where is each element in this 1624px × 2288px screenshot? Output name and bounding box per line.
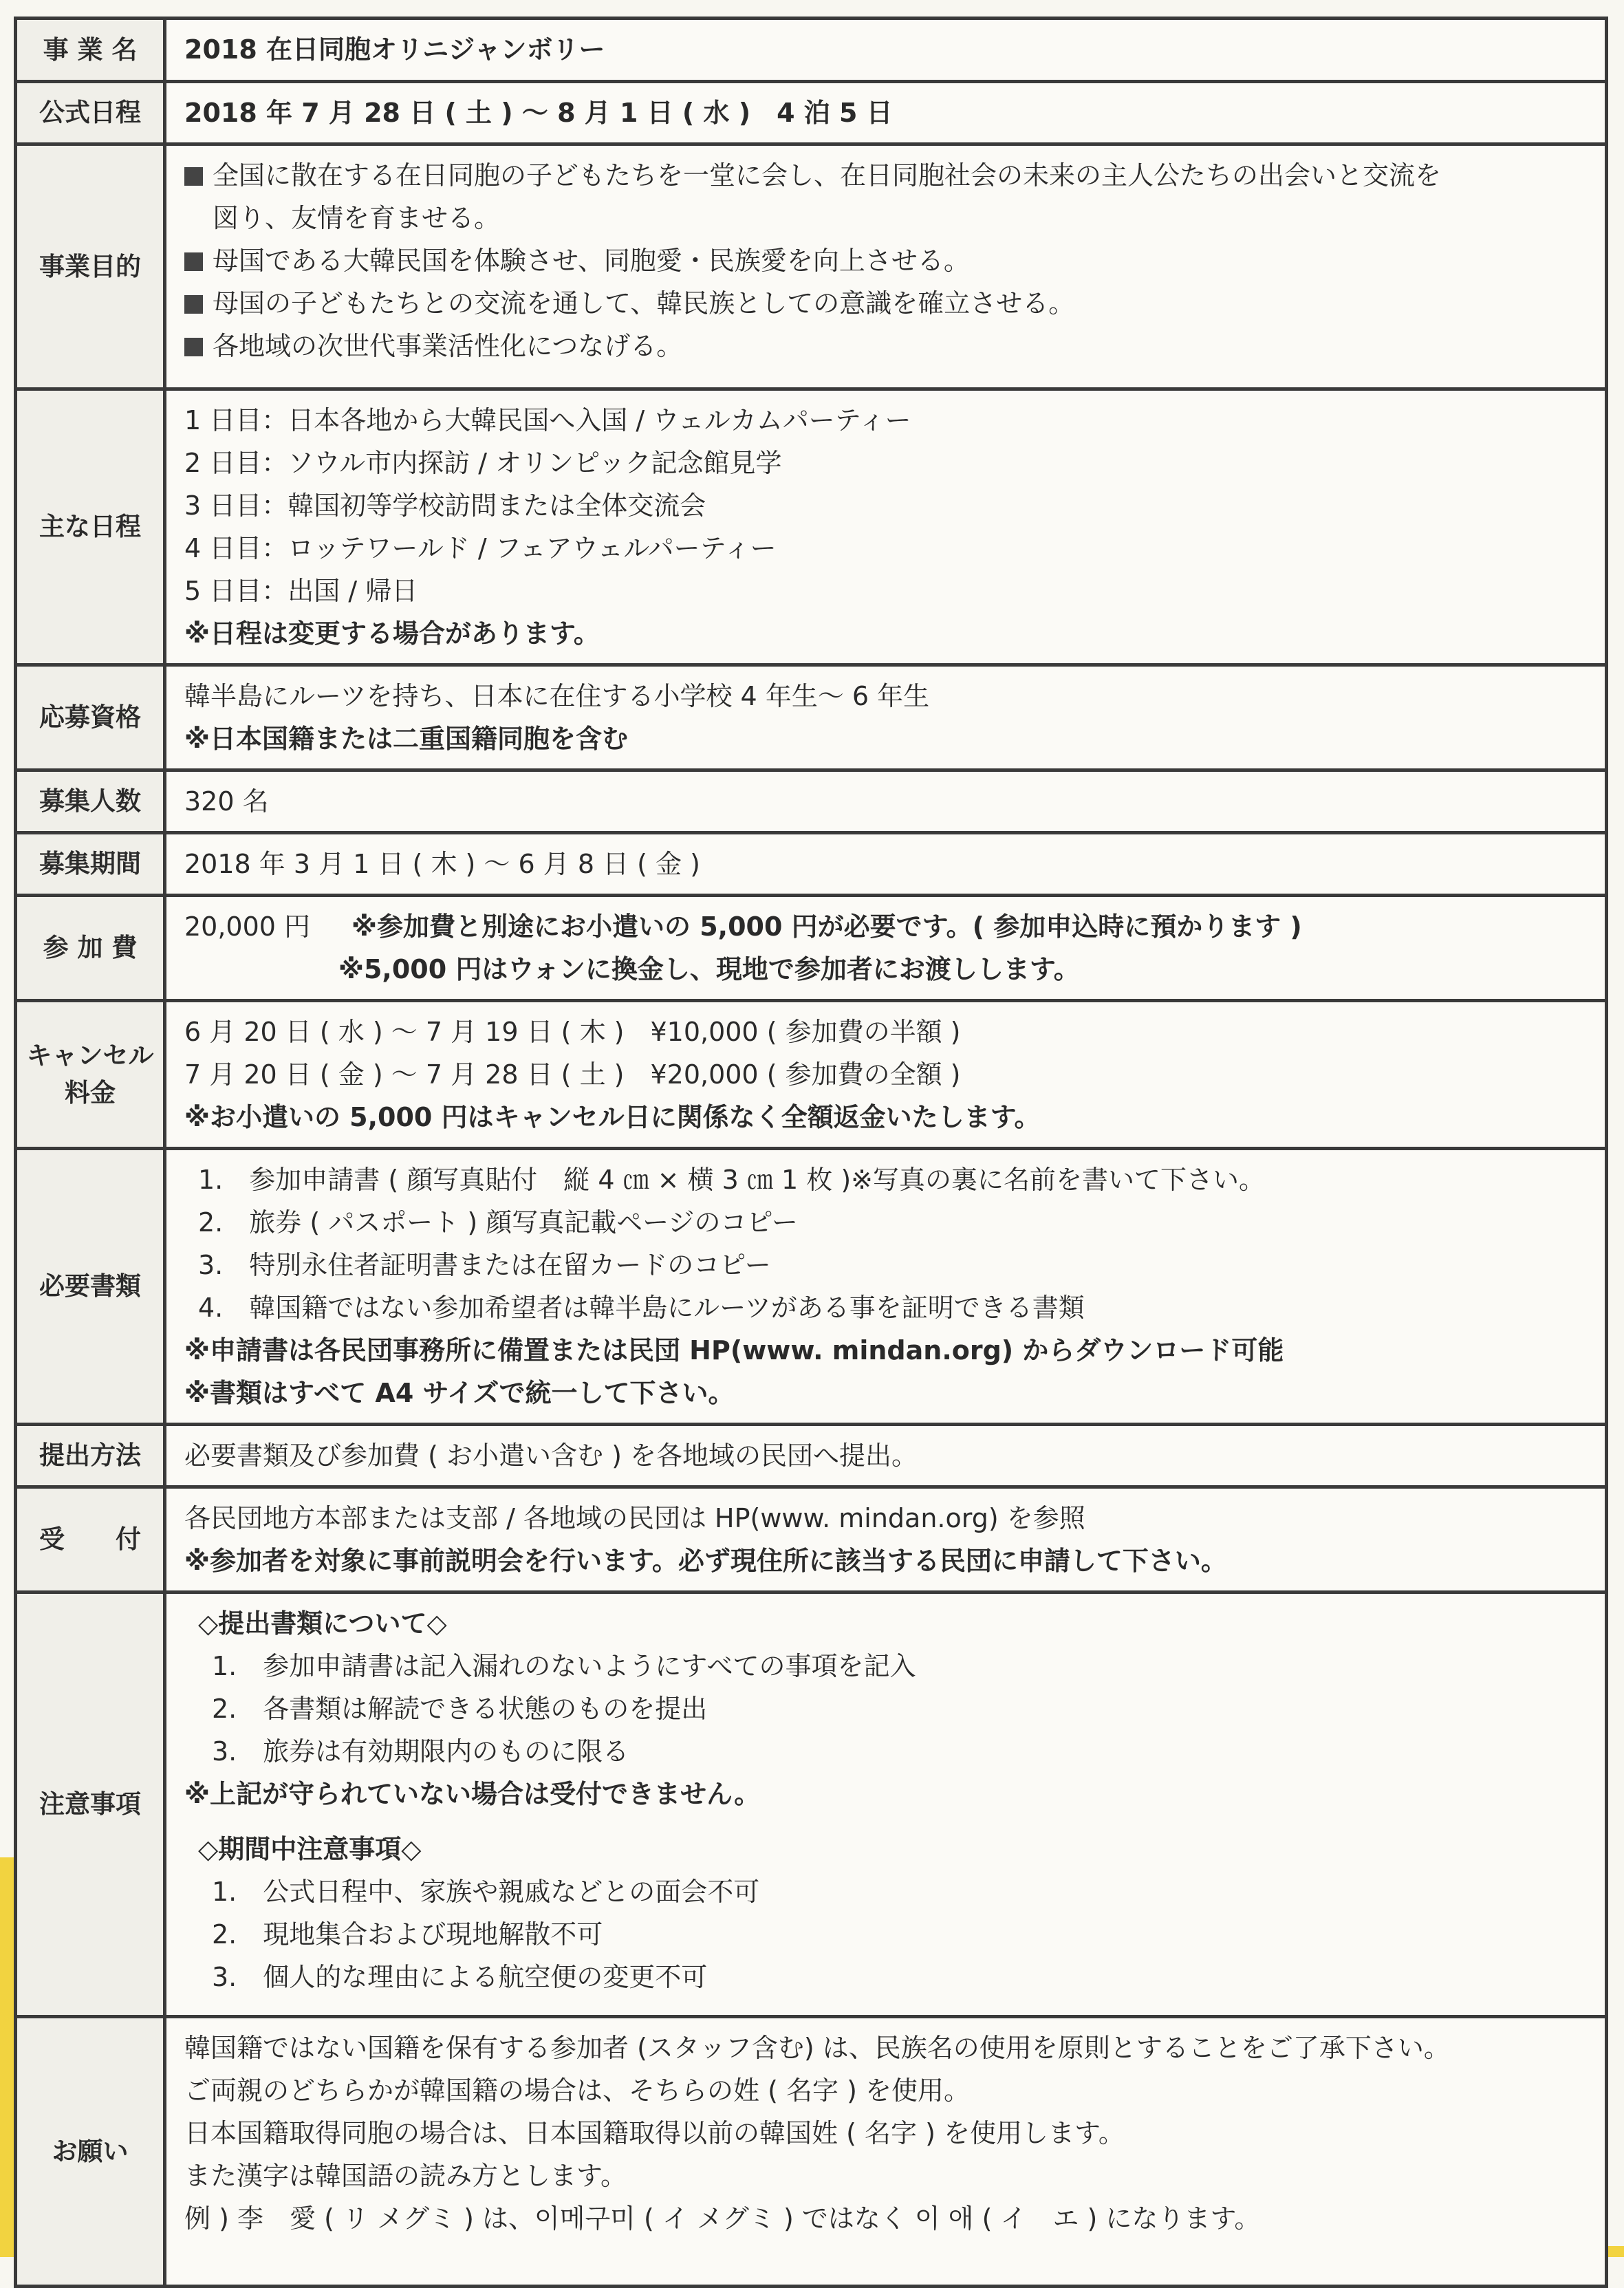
row-label-reception bbox=[16, 1487, 165, 1593]
document-item: 2. 旅券 ( パスポート ) 顔写真記載ページのコピー bbox=[198, 1207, 798, 1238]
notes-section-1-item: 1. 参加申請書は記入漏れのないようにすべての事項を記入 bbox=[212, 1651, 916, 1681]
row-eligibility bbox=[16, 665, 1607, 770]
row-content-fee bbox=[165, 896, 1607, 1001]
notes-section-1-item: 3. 旅券は有効期限内のものに限る bbox=[212, 1736, 629, 1767]
row-label-main-schedule bbox=[16, 389, 165, 665]
text-line: 7 月 20 日 ( 金 ) 〜 7 月 28 日 ( 土 ) ¥20,000 ( 参加費の全額 ) bbox=[184, 1059, 961, 1090]
spacer bbox=[184, 1815, 1588, 1828]
row-label-official-schedule bbox=[16, 82, 165, 144]
row-content-submission bbox=[165, 1425, 1607, 1487]
text-line: 2018 在日同胞オリニジャンボリー bbox=[184, 34, 605, 65]
row-content-request bbox=[165, 2017, 1607, 2287]
text-line: また漢字は韓国語の読み方とします。 bbox=[184, 2161, 627, 2191]
row-label-text-1: キャンセル bbox=[26, 1041, 154, 1070]
document-item: 1. 参加申請書 ( 顔写真貼付 縦 4 ㎝ × 横 3 ㎝ 1 枚 )※写真の裏に名前を書いて下さい。 bbox=[198, 1165, 1265, 1195]
row-label-purpose bbox=[16, 144, 165, 389]
row-label-text-2: 料金 bbox=[65, 1078, 116, 1108]
bullet-item bbox=[184, 154, 1588, 197]
text-line: 各民団地方本部または支部 / 各地域の民団は HP(www. mindan.org) を参照 bbox=[184, 1503, 1085, 1533]
row-content-official-schedule bbox=[165, 82, 1607, 144]
row-label-text: 公式日程 bbox=[39, 98, 141, 127]
bullet-text: 各地域の次世代事業活性化につなげる。 bbox=[213, 331, 683, 361]
text-line: 4 日目：ロッテワールド / フェアウェルパーティー bbox=[184, 533, 777, 563]
row-label-text: 注意事項 bbox=[39, 1789, 141, 1819]
row-content-documents bbox=[165, 1149, 1607, 1425]
bullet-text-continued: 図り、友情を育ませる。 bbox=[213, 203, 501, 233]
bullet-text: 母国である大韓民国を体験させ、同胞愛・民族愛を向上させる。 bbox=[213, 246, 970, 276]
row-label-text: 募集期間 bbox=[39, 849, 141, 878]
row-notes bbox=[16, 1593, 1607, 2017]
row-label-text: 必要書類 bbox=[39, 1271, 141, 1301]
row-reception bbox=[16, 1487, 1607, 1593]
text-line: 2 日目：ソウル市内探訪 / オリンピック記念館見学 bbox=[184, 448, 782, 478]
text-line: 1 日目：日本各地から大韓民国へ入国 / ウェルカムパーティー bbox=[184, 405, 911, 435]
notes-section-1-title: ◇提出書類について◇ bbox=[198, 1608, 447, 1639]
row-content-event-name bbox=[165, 19, 1607, 82]
text-line: ご両親のどちらかが韓国籍の場合は、そちらの姓 ( 名字 ) を使用。 bbox=[184, 2075, 970, 2106]
fee-line bbox=[184, 905, 1588, 948]
row-main-schedule bbox=[16, 389, 1607, 665]
notes-section-1-item: 2. 各書類は解読できる状態のものを提出 bbox=[212, 1694, 708, 1724]
fee-amount: 20,000 円 bbox=[184, 911, 311, 942]
row-purpose bbox=[16, 144, 1607, 389]
row-content-purpose bbox=[165, 144, 1607, 389]
event-info-table bbox=[14, 17, 1608, 2288]
row-content-reception bbox=[165, 1487, 1607, 1593]
row-label-application-period bbox=[16, 833, 165, 896]
row-content-capacity bbox=[165, 770, 1607, 833]
row-cancellation bbox=[16, 1001, 1607, 1149]
row-label-capacity bbox=[16, 770, 165, 833]
bullet-text: 母国の子どもたちとの交流を通して、韓民族としての意識を確立させる。 bbox=[213, 288, 1075, 319]
bullet-text: 全国に散在する在日同胞の子どもたちを一堂に会し、在日同胞社会の未来の主人公たちの出会いと交流を bbox=[213, 160, 1442, 191]
text-line: 韓半島にルーツを持ち、日本に在住する小学校 4 年生〜 6 年生 bbox=[184, 681, 930, 711]
row-documents bbox=[16, 1149, 1607, 1425]
row-label-text: 主な日程 bbox=[39, 512, 141, 541]
row-official-schedule bbox=[16, 82, 1607, 144]
document-note: ※申請書は各民団事務所に備置または民団 HP(www. mindan.org) からダウンロード可能 bbox=[184, 1335, 1284, 1366]
notes-section-2-item: 3. 個人的な理由による航空便の変更不可 bbox=[212, 1962, 708, 1992]
row-content-application-period bbox=[165, 833, 1607, 896]
text-line: 日本国籍取得同胞の場合は、日本国籍取得以前の韓国姓 ( 名字 ) を使用します。 bbox=[184, 2118, 1125, 2148]
text-line: ※日程は変更する場合があります。 bbox=[184, 618, 600, 649]
document-item: 4. 韓国籍ではない参加希望者は韓半島にルーツがある事を証明できる書類 bbox=[198, 1293, 1085, 1323]
text-line: 3 日目：韓国初等学校訪問または全体交流会 bbox=[184, 490, 706, 521]
row-event-name bbox=[16, 19, 1607, 82]
bullet-item bbox=[184, 282, 1588, 325]
text-line: 2018 年 7 月 28 日 ( 土 ) 〜 8 月 1 日 ( 水 ) 4 泊 5 日 bbox=[184, 98, 893, 128]
notes-section-2-title: ◇期間中注意事項◇ bbox=[198, 1834, 422, 1864]
row-label-request bbox=[16, 2017, 165, 2287]
row-label-notes bbox=[16, 1593, 165, 2017]
bullet-item bbox=[184, 239, 1588, 282]
row-label-submission bbox=[16, 1425, 165, 1487]
document-note: ※書類はすべて A4 サイズで統一して下さい。 bbox=[184, 1378, 735, 1408]
text-line: ※参加者を対象に事前説明会を行います。必ず現住所に該当する民団に申請して下さい。 bbox=[184, 1546, 1227, 1576]
row-label-text: 事 業 名 bbox=[43, 34, 138, 65]
text-line: 2018 年 3 月 1 日 ( 木 ) 〜 6 月 8 日 ( 金 ) bbox=[184, 849, 700, 879]
notes-section-2-item: 1. 公式日程中、家族や親戚などとの面会不可 bbox=[212, 1877, 760, 1907]
row-label-text: 参 加 費 bbox=[43, 933, 138, 962]
text-line: 320 名 bbox=[184, 786, 269, 817]
row-label-text: 募集人数 bbox=[39, 786, 141, 816]
row-fee bbox=[16, 896, 1607, 1001]
row-label-cancellation bbox=[16, 1001, 165, 1149]
row-label-fee bbox=[16, 896, 165, 1001]
row-content-cancellation bbox=[165, 1001, 1607, 1149]
row-label-text: 応募資格 bbox=[39, 702, 141, 732]
text-line: 6 月 20 日 ( 水 ) 〜 7 月 19 日 ( 木 ) ¥10,000 ( 参加費の半額 ) bbox=[184, 1017, 961, 1047]
row-label-text: 事業目的 bbox=[39, 251, 141, 281]
row-content-eligibility bbox=[165, 665, 1607, 770]
bullet-item bbox=[184, 325, 1588, 367]
notes-section-1-note: ※上記が守られていない場合は受付できません。 bbox=[184, 1779, 761, 1809]
row-content-main-schedule bbox=[165, 389, 1607, 665]
row-request bbox=[16, 2017, 1607, 2287]
row-application-period bbox=[16, 833, 1607, 896]
row-label-text: 提出方法 bbox=[39, 1440, 141, 1470]
text-line: 必要書類及び参加費 ( お小遣い含む ) を各地域の民団へ提出。 bbox=[184, 1440, 918, 1471]
row-label-text: 受 付 bbox=[39, 1524, 141, 1554]
notes-section-2-item: 2. 現地集合および現地解散不可 bbox=[212, 1919, 603, 1950]
row-label-event-name bbox=[16, 19, 165, 82]
fee-note-1: ※参加費と別途にお小遣いの 5,000 円が必要です。( 参加申込時に預かります ) bbox=[351, 911, 1302, 942]
document-item: 3. 特別永住者証明書または在留カードのコピー bbox=[198, 1250, 771, 1280]
row-capacity bbox=[16, 770, 1607, 833]
fee-note-2: ※5,000 円はウォンに換金し、現地で参加者にお渡しします。 bbox=[338, 954, 1080, 984]
row-content-notes bbox=[165, 1593, 1607, 2017]
text-line: ※お小遣いの 5,000 円はキャンセル日に関係なく全額返金いたします。 bbox=[184, 1102, 1041, 1132]
row-label-eligibility bbox=[16, 665, 165, 770]
row-label-documents bbox=[16, 1149, 165, 1425]
text-line: 韓国籍ではない国籍を保有する参加者 (スタッフ含む) は、民族名の使用を原則とすることをご了承下さい。 bbox=[184, 2033, 1450, 2063]
row-label-text: お願い bbox=[52, 2136, 129, 2166]
row-submission bbox=[16, 1425, 1607, 1487]
text-line: 例 ) 李 愛 ( リ メグミ ) は、이메구미 ( イ メグミ ) ではなく 이 애 ( イ エ ) になります。 bbox=[184, 2203, 1261, 2234]
text-line: 5 日目：出国 / 帰日 bbox=[184, 576, 418, 606]
text-line: ※日本国籍または二重国籍同胞を含む bbox=[184, 724, 628, 754]
